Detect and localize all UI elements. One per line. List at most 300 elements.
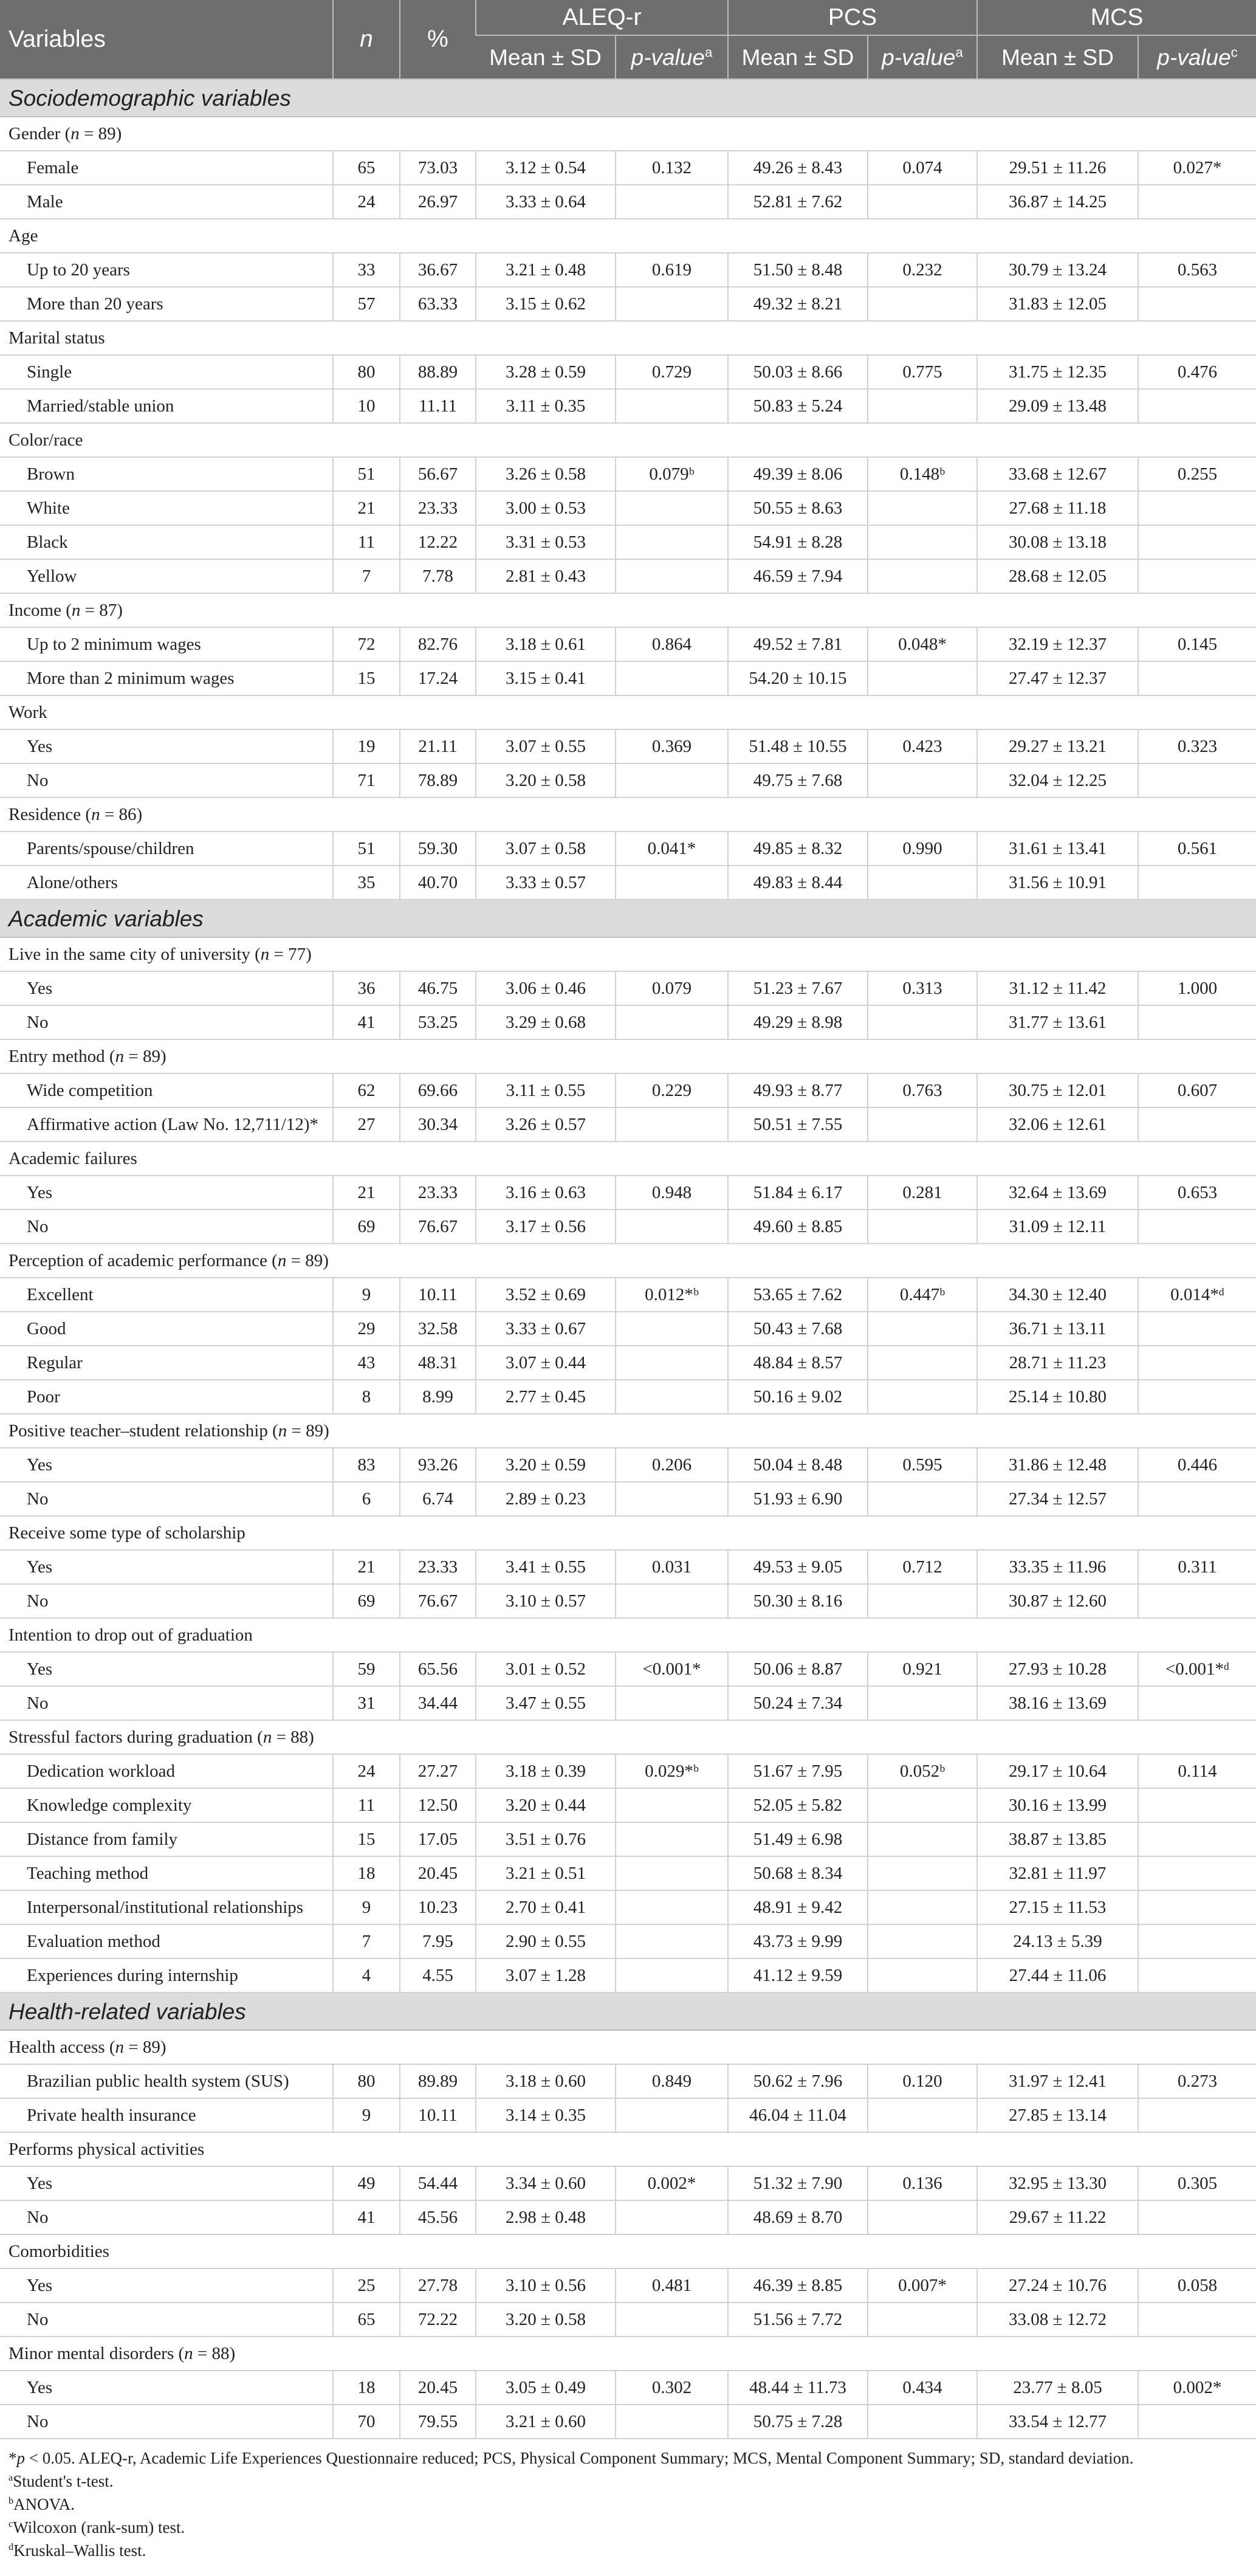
cell-pct: 54.44 [400, 2166, 476, 2200]
table-row [0, 287, 1256, 321]
cell-mcs-p: 0.305 [1138, 2166, 1256, 2200]
cell-mcs: 31.75 ± 12.35 [977, 355, 1138, 389]
cell-pcs-p [868, 763, 977, 797]
cell-n: 80 [333, 355, 400, 389]
cell-aleq-p: 0.206 [616, 1448, 728, 1482]
cell-label: More than 20 years [0, 287, 333, 321]
table-row [0, 491, 1256, 525]
cell-pct: 36.67 [400, 253, 476, 287]
cell-label: No [0, 2302, 333, 2337]
cell-mcs: 27.47 ± 12.37 [977, 661, 1138, 695]
cell-aleq-p [616, 1686, 728, 1720]
variable-group-label: Live in the same city of university (n = 77) [0, 937, 1256, 971]
cell-pcs-p [868, 2302, 977, 2337]
cell-mcs: 29.27 ± 13.21 [977, 729, 1138, 763]
cell-aleq: 3.15 ± 0.62 [476, 287, 616, 321]
cell-aleq: 2.81 ± 0.43 [476, 559, 616, 593]
cell-pcs-p: 0.712 [868, 1550, 977, 1584]
cell-pct: 20.45 [400, 2371, 476, 2405]
cell-n: 80 [333, 2064, 400, 2098]
cell-pcs-p [868, 287, 977, 321]
cell-label: Affirmative action (Law No. 12,711/12)* [0, 1107, 333, 1142]
cell-mcs-p: 0.058 [1138, 2268, 1256, 2302]
variable-group-label: Intention to drop out of graduation [0, 1618, 1256, 1652]
variable-group-label: Gender (n = 89) [0, 117, 1256, 151]
cell-aleq: 3.20 ± 0.44 [476, 1788, 616, 1822]
cell-aleq-p [616, 389, 728, 423]
cell-label: Knowledge complexity [0, 1788, 333, 1822]
cell-aleq-p: 0.864 [616, 627, 728, 661]
cell-aleq: 3.18 ± 0.60 [476, 2064, 616, 2098]
cell-mcs: 27.34 ± 12.57 [977, 1482, 1138, 1516]
cell-mcs-p: 0.002* [1138, 2371, 1256, 2405]
table-row [0, 525, 1256, 559]
header-mcs-pvalue: p-value$^c$ [1138, 35, 1256, 79]
cell-n: 24 [333, 185, 400, 219]
cell-n: 6 [333, 1482, 400, 1516]
cell-aleq: 3.26 ± 0.58 [476, 457, 616, 491]
cell-pcs-p: 0.434 [868, 2371, 977, 2405]
cell-mcs: 33.35 ± 11.96 [977, 1550, 1138, 1584]
cell-pcs: 52.05 ± 5.82 [728, 1788, 868, 1822]
cell-mcs-p [1138, 1346, 1256, 1380]
cell-pct: 8.99 [400, 1380, 476, 1414]
cell-label: More than 2 minimum wages [0, 661, 333, 695]
variable-group-label: Marital status [0, 321, 1256, 355]
cell-mcs: 23.77 ± 8.05 [977, 2371, 1138, 2405]
cell-pct: 69.66 [400, 1073, 476, 1107]
table-row [0, 1686, 1256, 1720]
cell-pcs: 49.39 ± 8.06 [728, 457, 868, 491]
table-row [0, 2302, 1256, 2337]
cell-n: 83 [333, 1448, 400, 1482]
cell-pcs: 49.32 ± 8.21 [728, 287, 868, 321]
cell-n: 18 [333, 2371, 400, 2405]
cell-pcs-p [868, 866, 977, 900]
cell-pcs: 48.44 ± 11.73 [728, 2371, 868, 2405]
cell-aleq-p [616, 525, 728, 559]
cell-aleq: 3.01 ± 0.52 [476, 1652, 616, 1686]
cell-aleq: 3.31 ± 0.53 [476, 525, 616, 559]
cell-pcs: 50.75 ± 7.28 [728, 2405, 868, 2439]
cell-n: 29 [333, 1312, 400, 1346]
cell-aleq-p [616, 1005, 728, 1039]
table-row [0, 151, 1256, 185]
cell-pcs-p: 0.281 [868, 1176, 977, 1210]
cell-pcs: 49.60 ± 8.85 [728, 1210, 868, 1244]
variable-group [0, 593, 1256, 627]
cell-pcs: 51.56 ± 7.72 [728, 2302, 868, 2337]
cell-pcs-p [868, 1584, 977, 1618]
cell-aleq: 2.70 ± 0.41 [476, 1890, 616, 1924]
cell-pct: 6.74 [400, 1482, 476, 1516]
cell-pcs: 52.81 ± 7.62 [728, 185, 868, 219]
table-row [0, 763, 1256, 797]
cell-label: No [0, 1482, 333, 1516]
cell-pcs: 51.50 ± 8.48 [728, 253, 868, 287]
cell-label: Excellent [0, 1278, 333, 1312]
cell-pct: 10.23 [400, 1890, 476, 1924]
table-row [0, 866, 1256, 900]
cell-n: 43 [333, 1346, 400, 1380]
cell-n: 69 [333, 1210, 400, 1244]
cell-mcs-p: 0.323 [1138, 729, 1256, 763]
table-body [0, 79, 1256, 2439]
variable-group [0, 2337, 1256, 2371]
cell-mcs: 36.87 ± 14.25 [977, 185, 1138, 219]
table-row [0, 2098, 1256, 2132]
cell-pct: 20.45 [400, 1856, 476, 1890]
cell-mcs-p [1138, 1686, 1256, 1720]
cell-mcs-p [1138, 1958, 1256, 1992]
variable-group [0, 937, 1256, 971]
cell-pct: 11.11 [400, 389, 476, 423]
cell-aleq: 3.11 ± 0.35 [476, 389, 616, 423]
cell-n: 71 [333, 763, 400, 797]
cell-aleq-p: 0.619 [616, 253, 728, 287]
cell-pcs: 50.03 ± 8.66 [728, 355, 868, 389]
cell-mcs-p [1138, 1856, 1256, 1890]
cell-label: No [0, 1005, 333, 1039]
cell-n: 25 [333, 2268, 400, 2302]
cell-aleq-p [616, 661, 728, 695]
footnotes-cell [0, 2439, 1256, 2569]
cell-n: 7 [333, 559, 400, 593]
cell-label: Brazilian public health system (SUS) [0, 2064, 333, 2098]
cell-mcs: 28.68 ± 12.05 [977, 559, 1138, 593]
cell-pct: 12.22 [400, 525, 476, 559]
cell-label: Black [0, 525, 333, 559]
table-row [0, 1754, 1256, 1788]
cell-pcs: 53.65 ± 7.62 [728, 1278, 868, 1312]
table-row [0, 1550, 1256, 1584]
table-row [0, 2166, 1256, 2200]
cell-pcs: 50.62 ± 7.96 [728, 2064, 868, 2098]
cell-aleq: 3.10 ± 0.57 [476, 1584, 616, 1618]
cell-aleq-p [616, 1482, 728, 1516]
cell-pcs-p: 0.775 [868, 355, 977, 389]
cell-pcs: 51.49 ± 6.98 [728, 1822, 868, 1856]
cell-pct: 27.78 [400, 2268, 476, 2302]
variable-group-label: Receive some type of scholarship [0, 1516, 1256, 1550]
cell-mcs: 24.13 ± 5.39 [977, 1924, 1138, 1958]
table-row [0, 1448, 1256, 1482]
cell-pct: 53.25 [400, 1005, 476, 1039]
cell-aleq: 3.18 ± 0.39 [476, 1754, 616, 1788]
cell-pcs-p: 0.763 [868, 1073, 977, 1107]
cell-label: White [0, 491, 333, 525]
cell-mcs-p: 0.027* [1138, 151, 1256, 185]
cell-pcs-p: 0.921 [868, 1652, 977, 1686]
cell-mcs: 29.67 ± 11.22 [977, 2200, 1138, 2234]
table-footnotes [0, 2439, 1256, 2569]
cell-label: Wide competition [0, 1073, 333, 1107]
cell-pcs-p [868, 1958, 977, 1992]
cell-aleq-p: 0.041* [616, 832, 728, 866]
variable-group [0, 321, 1256, 355]
cell-pcs: 50.24 ± 7.34 [728, 1686, 868, 1720]
cell-n: 21 [333, 1550, 400, 1584]
cell-pcs: 50.83 ± 5.24 [728, 389, 868, 423]
footnote-d: $^d$Kruskal–Wallis test. [9, 2541, 146, 2560]
cell-n: 11 [333, 1788, 400, 1822]
cell-mcs-p: 0.255 [1138, 457, 1256, 491]
cell-pct: 88.89 [400, 355, 476, 389]
cell-pcs-p [868, 1856, 977, 1890]
cell-aleq: 3.21 ± 0.51 [476, 1856, 616, 1890]
cell-aleq-p: 0.729 [616, 355, 728, 389]
cell-pct: 73.03 [400, 151, 476, 185]
cell-label: Alone/others [0, 866, 333, 900]
cell-aleq: 3.11 ± 0.55 [476, 1073, 616, 1107]
table-row [0, 1005, 1256, 1039]
cell-pct: 34.44 [400, 1686, 476, 1720]
cell-aleq: 3.00 ± 0.53 [476, 491, 616, 525]
cell-mcs: 38.16 ± 13.69 [977, 1686, 1138, 1720]
header-pcs-mean: Mean ± SD [728, 35, 868, 79]
cell-pcs-p [868, 1822, 977, 1856]
cell-pct: 7.78 [400, 559, 476, 593]
cell-pcs-p [868, 1788, 977, 1822]
cell-mcs: 27.93 ± 10.28 [977, 1652, 1138, 1686]
cell-aleq-p [616, 1822, 728, 1856]
table-row [0, 1652, 1256, 1686]
cell-pcs-p [868, 1686, 977, 1720]
variable-group-label: Color/race [0, 423, 1256, 457]
table-row [0, 389, 1256, 423]
cell-pct: 59.30 [400, 832, 476, 866]
cell-label: No [0, 2405, 333, 2439]
cell-n: 72 [333, 627, 400, 661]
cell-pct: 17.05 [400, 1822, 476, 1856]
variable-group-label: Performs physical activities [0, 2132, 1256, 2166]
cell-mcs-p [1138, 1380, 1256, 1414]
cell-pcs-p [868, 1107, 977, 1142]
cell-pcs-p [868, 2098, 977, 2132]
cell-label: Single [0, 355, 333, 389]
cell-pcs: 51.84 ± 6.17 [728, 1176, 868, 1210]
variable-group [0, 219, 1256, 253]
cell-aleq-p [616, 2405, 728, 2439]
cell-pcs: 48.84 ± 8.57 [728, 1346, 868, 1380]
cell-mcs: 30.87 ± 12.60 [977, 1584, 1138, 1618]
cell-aleq: 3.33 ± 0.57 [476, 866, 616, 900]
cell-n: 41 [333, 2200, 400, 2234]
cell-aleq: 3.47 ± 0.55 [476, 1686, 616, 1720]
cell-pcs: 41.12 ± 9.59 [728, 1958, 868, 1992]
cell-n: 9 [333, 1890, 400, 1924]
cell-aleq-p [616, 1856, 728, 1890]
variable-group-label: Income (n = 87) [0, 593, 1256, 627]
cell-n: 36 [333, 971, 400, 1005]
cell-n: 31 [333, 1686, 400, 1720]
cell-n: 57 [333, 287, 400, 321]
cell-n: 49 [333, 2166, 400, 2200]
cell-pcs-p [868, 389, 977, 423]
cell-pct: 89.89 [400, 2064, 476, 2098]
cell-aleq-p: 0.948 [616, 1176, 728, 1210]
cell-aleq-p [616, 1380, 728, 1414]
cell-label: Brown [0, 457, 333, 491]
variable-group [0, 2030, 1256, 2064]
cell-aleq-p [616, 2200, 728, 2234]
cell-n: 27 [333, 1107, 400, 1142]
cell-pct: 12.50 [400, 1788, 476, 1822]
header-aleq-mean: Mean ± SD [476, 35, 616, 79]
cell-mcs-p: 0.607 [1138, 1073, 1256, 1107]
variable-group [0, 1244, 1256, 1278]
cell-mcs: 33.08 ± 12.72 [977, 2302, 1138, 2337]
cell-mcs-p [1138, 866, 1256, 900]
variable-group [0, 1414, 1256, 1448]
cell-pcs-p [868, 2405, 977, 2439]
cell-aleq: 3.20 ± 0.58 [476, 2302, 616, 2337]
cell-pcs-p: 0.136 [868, 2166, 977, 2200]
variable-group-label: Work [0, 695, 1256, 729]
cell-mcs: 27.24 ± 10.76 [977, 2268, 1138, 2302]
variable-group-label: Academic failures [0, 1142, 1256, 1176]
cell-aleq: 3.29 ± 0.68 [476, 1005, 616, 1039]
cell-pcs: 43.73 ± 9.99 [728, 1924, 868, 1958]
cell-aleq: 3.28 ± 0.59 [476, 355, 616, 389]
cell-aleq: 3.12 ± 0.54 [476, 151, 616, 185]
cell-mcs-p: 0.014*ᵈ [1138, 1278, 1256, 1312]
cell-aleq-p [616, 491, 728, 525]
cell-aleq-p [616, 1584, 728, 1618]
cell-n: 9 [333, 2098, 400, 2132]
cell-mcs: 30.16 ± 13.99 [977, 1788, 1138, 1822]
cell-label: Yes [0, 1652, 333, 1686]
cell-label: Teaching method [0, 1856, 333, 1890]
variable-group-label: Comorbidities [0, 2234, 1256, 2268]
variable-group-label: Residence (n = 86) [0, 797, 1256, 832]
cell-mcs-p [1138, 2200, 1256, 2234]
cell-mcs: 31.61 ± 13.41 [977, 832, 1138, 866]
cell-aleq-p [616, 2302, 728, 2337]
cell-n: 11 [333, 525, 400, 559]
variable-group [0, 2132, 1256, 2166]
cell-pcs: 51.32 ± 7.90 [728, 2166, 868, 2200]
cell-mcs: 32.04 ± 12.25 [977, 763, 1138, 797]
table-row [0, 1380, 1256, 1414]
cell-pcs: 50.30 ± 8.16 [728, 1584, 868, 1618]
cell-pcs-p [868, 661, 977, 695]
section-title: Health-related variables [0, 1992, 1256, 2030]
cell-mcs-p [1138, 491, 1256, 525]
cell-label: No [0, 2200, 333, 2234]
table-row [0, 559, 1256, 593]
cell-pct: 48.31 [400, 1346, 476, 1380]
cell-pct: 7.95 [400, 1924, 476, 1958]
cell-label: Yes [0, 2268, 333, 2302]
cell-label: Married/stable union [0, 389, 333, 423]
cell-aleq-p [616, 1788, 728, 1822]
cell-label: Private health insurance [0, 2098, 333, 2132]
cell-mcs-p: 0.563 [1138, 253, 1256, 287]
cell-pct: 78.89 [400, 763, 476, 797]
cell-mcs: 29.51 ± 11.26 [977, 151, 1138, 185]
cell-aleq: 3.34 ± 0.60 [476, 2166, 616, 2200]
cell-pcs-p: 0.990 [868, 832, 977, 866]
cell-pcs: 51.48 ± 10.55 [728, 729, 868, 763]
cell-pct: 63.33 [400, 287, 476, 321]
cell-aleq-p [616, 1107, 728, 1142]
cell-mcs: 29.09 ± 13.48 [977, 389, 1138, 423]
cell-aleq-p [616, 1210, 728, 1244]
cell-label: No [0, 1584, 333, 1618]
variable-group [0, 117, 1256, 151]
cell-label: Male [0, 185, 333, 219]
cell-pcs: 54.91 ± 8.28 [728, 525, 868, 559]
footnote-b: $^b$ANOVA. [9, 2495, 75, 2513]
cell-aleq: 3.05 ± 0.49 [476, 2371, 616, 2405]
cell-aleq-p: 0.481 [616, 2268, 728, 2302]
cell-n: 21 [333, 491, 400, 525]
cell-pct: 76.67 [400, 1210, 476, 1244]
cell-mcs-p [1138, 1005, 1256, 1039]
cell-mcs-p: 0.476 [1138, 355, 1256, 389]
cell-label: No [0, 763, 333, 797]
cell-n: 33 [333, 253, 400, 287]
cell-pcs: 49.53 ± 9.05 [728, 1550, 868, 1584]
cell-aleq-p: 0.132 [616, 151, 728, 185]
cell-aleq: 3.15 ± 0.41 [476, 661, 616, 695]
cell-n: 8 [333, 1380, 400, 1414]
cell-pcs-p [868, 491, 977, 525]
cell-pcs-p: 0.052ᵇ [868, 1754, 977, 1788]
cell-mcs-p [1138, 559, 1256, 593]
cell-pct: 27.27 [400, 1754, 476, 1788]
cell-pcs-p: 0.595 [868, 1448, 977, 1482]
cell-pct: 17.24 [400, 661, 476, 695]
cell-n: 69 [333, 1584, 400, 1618]
cell-aleq: 3.26 ± 0.57 [476, 1107, 616, 1142]
section-title: Academic variables [0, 900, 1256, 937]
table-row [0, 1073, 1256, 1107]
cell-aleq: 3.52 ± 0.69 [476, 1278, 616, 1312]
header-variables: Variables [0, 0, 333, 79]
cell-aleq: 3.41 ± 0.55 [476, 1550, 616, 1584]
cell-n: 10 [333, 389, 400, 423]
cell-aleq: 3.07 ± 0.55 [476, 729, 616, 763]
table-row [0, 1788, 1256, 1822]
cell-pcs-p: 0.074 [868, 151, 977, 185]
section-title: Sociodemographic variables [0, 79, 1256, 117]
footnote-main: *p < 0.05. ALEQ-r, Academic Life Experiences Questionnaire reduced; PCS, Physical Component Summary; MCS, Mental Component Summary; SD, standard deviation. [9, 2449, 1134, 2467]
cell-pct: 23.33 [400, 491, 476, 525]
cell-label: Parents/spouse/children [0, 832, 333, 866]
cell-mcs-p: <0.001*ᵈ [1138, 1652, 1256, 1686]
cell-aleq-p: 0.229 [616, 1073, 728, 1107]
cell-pct: 26.97 [400, 185, 476, 219]
cell-mcs: 32.06 ± 12.61 [977, 1107, 1138, 1142]
cell-label: Yes [0, 1448, 333, 1482]
cell-pcs-p: 0.007* [868, 2268, 977, 2302]
cell-pct: 23.33 [400, 1550, 476, 1584]
cell-label: Yes [0, 1550, 333, 1584]
cell-pct: 65.56 [400, 1652, 476, 1686]
cell-aleq-p: 0.031 [616, 1550, 728, 1584]
cell-mcs-p [1138, 1890, 1256, 1924]
cell-aleq: 3.07 ± 1.28 [476, 1958, 616, 1992]
cell-pcs-p: 0.232 [868, 253, 977, 287]
cell-aleq: 3.18 ± 0.61 [476, 627, 616, 661]
cell-mcs-p [1138, 1482, 1256, 1516]
cell-label: Female [0, 151, 333, 185]
cell-mcs-p [1138, 661, 1256, 695]
header-percent: % [400, 0, 476, 79]
cell-mcs: 38.87 ± 13.85 [977, 1822, 1138, 1856]
